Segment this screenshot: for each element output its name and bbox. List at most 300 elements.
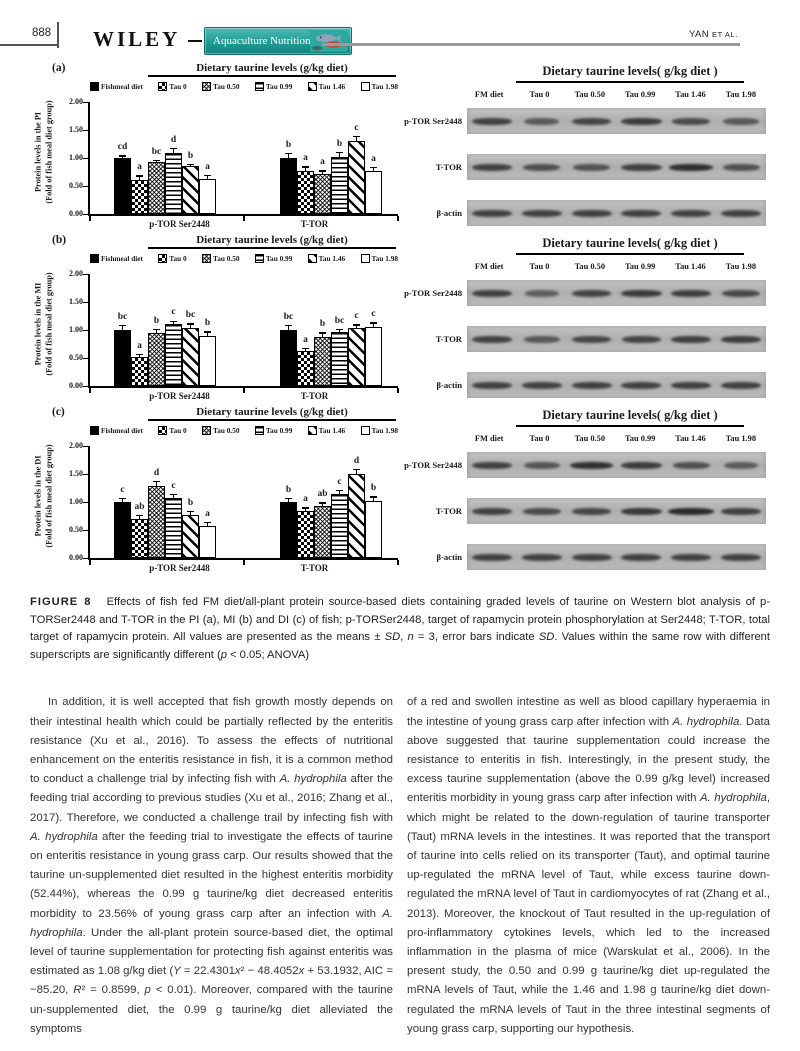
- bar-slot: [114, 102, 131, 214]
- bar: [182, 515, 199, 558]
- protein-band: [472, 290, 512, 297]
- y-tick-mark: [83, 330, 88, 332]
- blot-lane: [716, 336, 766, 343]
- bar-slot: [131, 274, 148, 386]
- bar: [199, 526, 216, 558]
- y-tick-mark: [83, 302, 88, 304]
- protein-band: [672, 118, 710, 125]
- legend-item: [202, 426, 240, 435]
- significance-letter: d: [153, 467, 160, 478]
- protein-band: [671, 554, 711, 561]
- legend-label: Tau 0.99: [265, 254, 293, 263]
- bar: [280, 330, 297, 386]
- protein-band: [671, 382, 711, 389]
- legend-swatch: [90, 426, 99, 435]
- blot-lane: [666, 164, 716, 171]
- bar: [365, 327, 382, 386]
- legend-item: [202, 254, 240, 263]
- protein-band: [525, 290, 559, 297]
- body-text: [30, 682, 770, 1050]
- bar: [348, 474, 365, 558]
- bar-slot: [131, 446, 148, 558]
- protein-band: [673, 462, 710, 469]
- figure-8: [30, 62, 770, 578]
- bar-slot: [314, 446, 331, 558]
- y-tick-mark: [83, 558, 88, 560]
- significance-letter: b: [370, 483, 377, 494]
- legend-label: Tau 0.99: [265, 426, 293, 435]
- blot-lane: [467, 118, 517, 125]
- chart-title: Dietary taurine levels (g/kg diet): [148, 62, 396, 77]
- bar-slot: [148, 446, 165, 558]
- protein-band: [721, 210, 761, 217]
- publisher-logo: WILEY: [93, 27, 181, 51]
- significance-letter: a: [303, 334, 308, 345]
- significance-letter: a: [137, 340, 142, 351]
- legend-item: [255, 82, 293, 91]
- protein-band: [668, 508, 714, 515]
- bar: [297, 171, 314, 214]
- legend-label: Tau 1.46: [318, 82, 346, 91]
- error-bar: [122, 498, 124, 502]
- bar: [131, 357, 148, 386]
- blot-lane: [517, 508, 567, 515]
- blot-lane-headers: [464, 434, 766, 443]
- legend-item: [308, 426, 346, 435]
- legend-item: [158, 82, 186, 91]
- bar-slot: [348, 102, 365, 214]
- y-tick-mark: [83, 214, 88, 216]
- error-bar: [139, 515, 141, 519]
- blot-lane: [467, 554, 517, 561]
- lane-label: Tau 0.50: [574, 262, 606, 271]
- blot-lane: [567, 210, 617, 217]
- error-bar: [322, 502, 324, 506]
- blot-lane: [567, 118, 617, 125]
- protein-band: [472, 164, 512, 171]
- lane-label: Tau 0.99: [624, 434, 656, 443]
- blot-row: [398, 108, 766, 134]
- blot-lane: [616, 210, 666, 217]
- legend-swatch: [158, 254, 167, 263]
- bar-group: [114, 102, 216, 214]
- legend-swatch: [361, 426, 370, 435]
- y-tick-mark: [83, 274, 88, 276]
- blot-row: [398, 280, 766, 306]
- y-tick-label: 1.50: [69, 469, 83, 478]
- protein-band: [522, 210, 562, 217]
- bar-slot: [280, 274, 297, 386]
- legend-label: Tau 1.98: [371, 426, 398, 435]
- lane-label: Tau 0.50: [574, 90, 606, 99]
- protein-band: [721, 508, 761, 515]
- bar: [182, 328, 199, 386]
- bar: [114, 502, 131, 558]
- blot-lane: [517, 210, 567, 217]
- journal-badge: [204, 27, 352, 55]
- plot-area: [88, 102, 398, 216]
- legend-item: [90, 426, 143, 435]
- bar-slot: [165, 446, 182, 558]
- significance-letter: b: [285, 484, 292, 495]
- blot-lane: [716, 554, 766, 561]
- body-column-left: In addition, it is well accepted that fish growth mostly depends on their intestinal health which could be partially reflected by the enteritis resistance (Xu et al., 2016). To assess the effects of nutritional enhancement on the enteritis resistance in fish, it is a common method to conduct a challenge trial by infecting fish with A. hydrophila after the feeding trial according to previous studies (Xu et al., 2016; Zhang et al., 2017). Therefore, we conducted a challenge trail by infecting fish with A. hydrophila after the feeding trial to investigate the effects of taurine on enteritis resistance in young grass carp. Our results showed that the taurine un-supplemented diet resulted in the highest enteritis morbidity (52.44%), whereas the 0.99 g taurine/kg diet decreased enteritis morbidity to 23.56% of young grass carp after an infection with A. hydrophila. Under the all-plant protein source-based diet, the optimal level of taurine supplementation for protecting fish against enteritis was estimated as 1.08 g/kg diet (Y = 22.4301x² − 48.4052x + 53.1932, AIC = −85.20, R² = 0.8599, p < 0.01). Moreover, compared with the taurine un-supplemented diet, the 0.99 g taurine/kg diet alleviated the symptoms: [30, 696, 393, 1035]
- blot-lane: [666, 554, 716, 561]
- y-tick-label: 0.50: [69, 525, 83, 534]
- protein-band: [671, 336, 711, 343]
- y-tick-label: 1.00: [69, 153, 83, 162]
- blot-lane: [467, 210, 517, 217]
- bar-slot: [199, 274, 216, 386]
- bar: [165, 153, 182, 214]
- legend-swatch: [158, 426, 167, 435]
- bar-slot: [114, 446, 131, 558]
- blot-row-label: T-TOR: [435, 334, 462, 344]
- error-bar: [322, 170, 324, 173]
- chart-body: [30, 96, 398, 232]
- x-tick-mark: [243, 388, 245, 393]
- significance-letter: a: [205, 161, 210, 172]
- bar-slot: [297, 446, 314, 558]
- legend-label: Fishmeal diet: [101, 426, 143, 435]
- y-tick-mark: [83, 474, 88, 476]
- legend-label: Tau 0.50: [213, 82, 240, 91]
- bar-slot: [297, 274, 314, 386]
- blot-lane: [616, 290, 666, 297]
- protein-band: [621, 164, 661, 171]
- blot-row-label: β-actin: [436, 552, 462, 562]
- y-tick-label: 0.50: [69, 353, 83, 362]
- lane-label: Tau 1.98: [725, 262, 757, 271]
- blot-lane: [716, 164, 766, 171]
- bar-slot: [148, 274, 165, 386]
- chart-panel-b: [30, 234, 398, 406]
- y-tick-label: 0.50: [69, 181, 83, 190]
- significance-letter: bc: [151, 146, 162, 157]
- bar: [131, 519, 148, 558]
- bar-slot: [348, 446, 365, 558]
- x-tick-mark: [243, 560, 245, 565]
- protein-band: [621, 462, 662, 469]
- chart-panel-a: [30, 62, 398, 234]
- chart-body: [30, 268, 398, 404]
- y-tick-label: 1.00: [69, 497, 83, 506]
- bar-slot: [280, 102, 297, 214]
- bar: [314, 174, 331, 214]
- bar: [297, 351, 314, 386]
- bar-slot: [165, 274, 182, 386]
- figure-caption-label: FIGURE 8: [30, 596, 92, 608]
- error-bar: [156, 160, 158, 163]
- y-tick-mark: [83, 158, 88, 160]
- lane-label: Tau 0.50: [574, 434, 606, 443]
- significance-letter: a: [137, 162, 142, 173]
- legend-item: [361, 426, 399, 435]
- bar: [199, 179, 216, 214]
- blot-strip: [467, 280, 766, 306]
- panel-label-c: (c): [52, 406, 65, 418]
- y-tick-mark: [83, 130, 88, 132]
- error-bar: [339, 152, 341, 157]
- protein-band: [669, 164, 713, 171]
- protein-band: [621, 382, 661, 389]
- blot-row-label: p-TOR Ser2448: [404, 116, 462, 126]
- blot-lane: [567, 382, 617, 389]
- blot-lane: [666, 118, 716, 125]
- x-tick-mark: [89, 388, 91, 393]
- panel-label-a: (a): [52, 62, 66, 74]
- protein-band: [723, 164, 760, 171]
- bar: [148, 486, 165, 558]
- blot-row-label: β-actin: [436, 208, 462, 218]
- bar-slot: [331, 102, 348, 214]
- y-tick-mark: [83, 358, 88, 360]
- bar-slot: [182, 102, 199, 214]
- bar: [331, 494, 348, 558]
- y-tick-label: 2.00: [69, 97, 83, 106]
- page-number-rule: [0, 44, 57, 46]
- legend-label: Fishmeal diet: [101, 82, 143, 91]
- lane-label: FM diet: [474, 434, 504, 443]
- blot-lane: [666, 508, 716, 515]
- protein-band: [621, 210, 661, 217]
- bar: [165, 498, 182, 558]
- bar: [331, 157, 348, 214]
- running-head: [689, 29, 738, 40]
- blot-rows: [398, 280, 766, 418]
- blot-lane: [567, 462, 617, 469]
- error-bar: [356, 469, 358, 474]
- bar-slot: [297, 102, 314, 214]
- error-bar: [207, 175, 209, 179]
- error-bar: [339, 490, 341, 494]
- significance-letter: c: [120, 484, 125, 495]
- error-bar: [139, 175, 141, 180]
- significance-letter: c: [354, 311, 359, 322]
- significance-letter: b: [336, 138, 343, 149]
- blot-lane: [716, 210, 766, 217]
- error-bar: [207, 331, 209, 336]
- legend-label: Tau 1.98: [371, 82, 398, 91]
- error-bar: [288, 153, 290, 158]
- legend-label: Tau 1.98: [371, 254, 398, 263]
- bar: [148, 162, 165, 214]
- bar: [348, 141, 365, 214]
- protein-band: [572, 336, 611, 343]
- page-number: 888: [32, 27, 52, 39]
- bar-group: [114, 446, 216, 558]
- blot-lane: [616, 164, 666, 171]
- bar: [199, 336, 216, 386]
- bar: [280, 158, 297, 214]
- error-bar: [207, 522, 209, 526]
- lane-label: Tau 1.46: [675, 434, 706, 443]
- blot-lane: [616, 118, 666, 125]
- plot-area: [88, 446, 398, 560]
- blot-lane: [467, 164, 517, 171]
- category-label: T-TOR: [300, 391, 329, 401]
- blot-rows: [398, 108, 766, 246]
- blot-strip: [467, 498, 766, 524]
- bar-group: [280, 102, 382, 214]
- chart-legend: [90, 254, 398, 263]
- y-tick-label: 1.50: [69, 297, 83, 306]
- significance-letter: d: [170, 134, 177, 145]
- bar: [331, 332, 348, 386]
- bar: [314, 337, 331, 386]
- legend-label: Tau 0.50: [213, 426, 240, 435]
- blot-row: [398, 544, 766, 570]
- protein-band: [472, 210, 512, 217]
- legend-swatch: [255, 254, 264, 263]
- category-label: T-TOR: [300, 563, 329, 573]
- chart-legend: [90, 426, 398, 435]
- x-tick-mark: [89, 560, 91, 565]
- significance-letter: bc: [334, 315, 345, 326]
- significance-letter: b: [204, 318, 211, 329]
- y-tick-label: 0.00: [69, 381, 83, 390]
- error-bar: [356, 136, 358, 141]
- legend-swatch: [255, 82, 264, 91]
- protein-band: [572, 290, 611, 297]
- error-bar: [288, 325, 290, 330]
- protein-band: [621, 118, 662, 125]
- bar-group: [114, 274, 216, 386]
- bar-slot: [365, 274, 382, 386]
- error-bar: [122, 155, 124, 158]
- blot-row-label: β-actin: [436, 380, 462, 390]
- protein-band: [572, 382, 612, 389]
- blot-lane: [567, 336, 617, 343]
- legend-swatch: [90, 82, 99, 91]
- protein-band: [524, 118, 559, 125]
- legend-swatch: [361, 82, 370, 91]
- significance-letter: b: [285, 139, 292, 150]
- protein-band: [721, 336, 762, 343]
- protein-band: [524, 462, 560, 469]
- bar: [148, 333, 165, 386]
- bar: [114, 158, 131, 214]
- logo-dash: [188, 40, 202, 42]
- significance-letter: c: [354, 122, 359, 133]
- blot-row: [398, 452, 766, 478]
- lane-label: Tau 0.99: [624, 262, 656, 271]
- significance-letter: bc: [117, 311, 128, 322]
- significance-letter: c: [171, 480, 176, 491]
- lane-label: Tau 1.98: [725, 434, 757, 443]
- y-axis-label: Protein levels in the MI (Fold of fish meal diet group): [33, 272, 53, 376]
- blot-lane: [666, 382, 716, 389]
- y-tick-label: 2.00: [69, 441, 83, 450]
- protein-band: [573, 164, 610, 171]
- error-bar: [139, 354, 141, 357]
- significance-letter: c: [337, 476, 342, 487]
- blot-lane: [567, 290, 617, 297]
- lane-label: Tau 1.98: [725, 90, 757, 99]
- protein-band: [524, 336, 560, 343]
- significance-letter: b: [319, 319, 326, 330]
- bar: [114, 330, 131, 386]
- protein-band: [621, 290, 662, 297]
- protein-band: [721, 382, 761, 389]
- blot-panel-a: [398, 62, 770, 234]
- blot-lane: [467, 336, 517, 343]
- bar-slot: [199, 446, 216, 558]
- plot-area: [88, 274, 398, 388]
- blot-lane: [517, 382, 567, 389]
- legend-item: [255, 254, 293, 263]
- protein-band: [671, 210, 711, 217]
- protein-band: [621, 508, 663, 515]
- bar: [182, 166, 199, 214]
- chart-legend: [90, 82, 398, 91]
- significance-letter: a: [303, 153, 308, 164]
- error-bar: [322, 332, 324, 336]
- blot-strip: [467, 200, 766, 226]
- protein-band: [572, 554, 612, 561]
- blot-strip: [467, 326, 766, 352]
- bar-slot: [331, 446, 348, 558]
- panel-label-b: (b): [52, 234, 67, 246]
- y-tick-label: 2.00: [69, 269, 83, 278]
- legend-swatch: [308, 254, 317, 263]
- category-label: T-TOR: [300, 219, 329, 229]
- legend-item: [158, 426, 186, 435]
- blot-lane: [467, 382, 517, 389]
- blot-strip: [467, 452, 766, 478]
- legend-item: [308, 254, 346, 263]
- blot-lane: [666, 462, 716, 469]
- bar: [297, 511, 314, 558]
- significance-letter: c: [371, 309, 376, 320]
- significance-letter: bc: [185, 310, 196, 321]
- protein-band: [723, 118, 759, 125]
- lane-label: FM diet: [474, 262, 504, 271]
- blot-panel-b: [398, 234, 770, 406]
- category-label: p-TOR Ser2448: [149, 391, 210, 401]
- legend-item: [255, 426, 293, 435]
- bar-slot: [348, 274, 365, 386]
- bar-slot: [165, 102, 182, 214]
- category-label: p-TOR Ser2448: [149, 563, 210, 573]
- protein-band: [523, 164, 560, 171]
- legend-swatch: [90, 254, 99, 263]
- significance-letter: cd: [117, 142, 128, 153]
- y-tick-mark: [83, 102, 88, 104]
- blot-row: [398, 154, 766, 180]
- blot-row: [398, 498, 766, 524]
- blot-lane: [716, 382, 766, 389]
- error-bar: [190, 164, 192, 167]
- bar: [365, 171, 382, 214]
- error-bar: [373, 322, 375, 326]
- error-bar: [288, 498, 290, 502]
- blot-lane: [517, 336, 567, 343]
- protein-band: [671, 290, 711, 297]
- bar-slot: [182, 446, 199, 558]
- y-axis-label: Protein levels in the DI (Fold of fish meal diet group): [33, 444, 53, 548]
- blot-lane: [616, 462, 666, 469]
- blot-lane: [567, 508, 617, 515]
- blot-row-label: T-TOR: [435, 162, 462, 172]
- blot-lane: [517, 164, 567, 171]
- error-bar: [339, 329, 341, 332]
- protein-band: [472, 554, 512, 561]
- category-label: p-TOR Ser2448: [149, 219, 210, 229]
- blot-row: [398, 372, 766, 398]
- protein-band: [522, 382, 562, 389]
- error-bar: [156, 329, 158, 333]
